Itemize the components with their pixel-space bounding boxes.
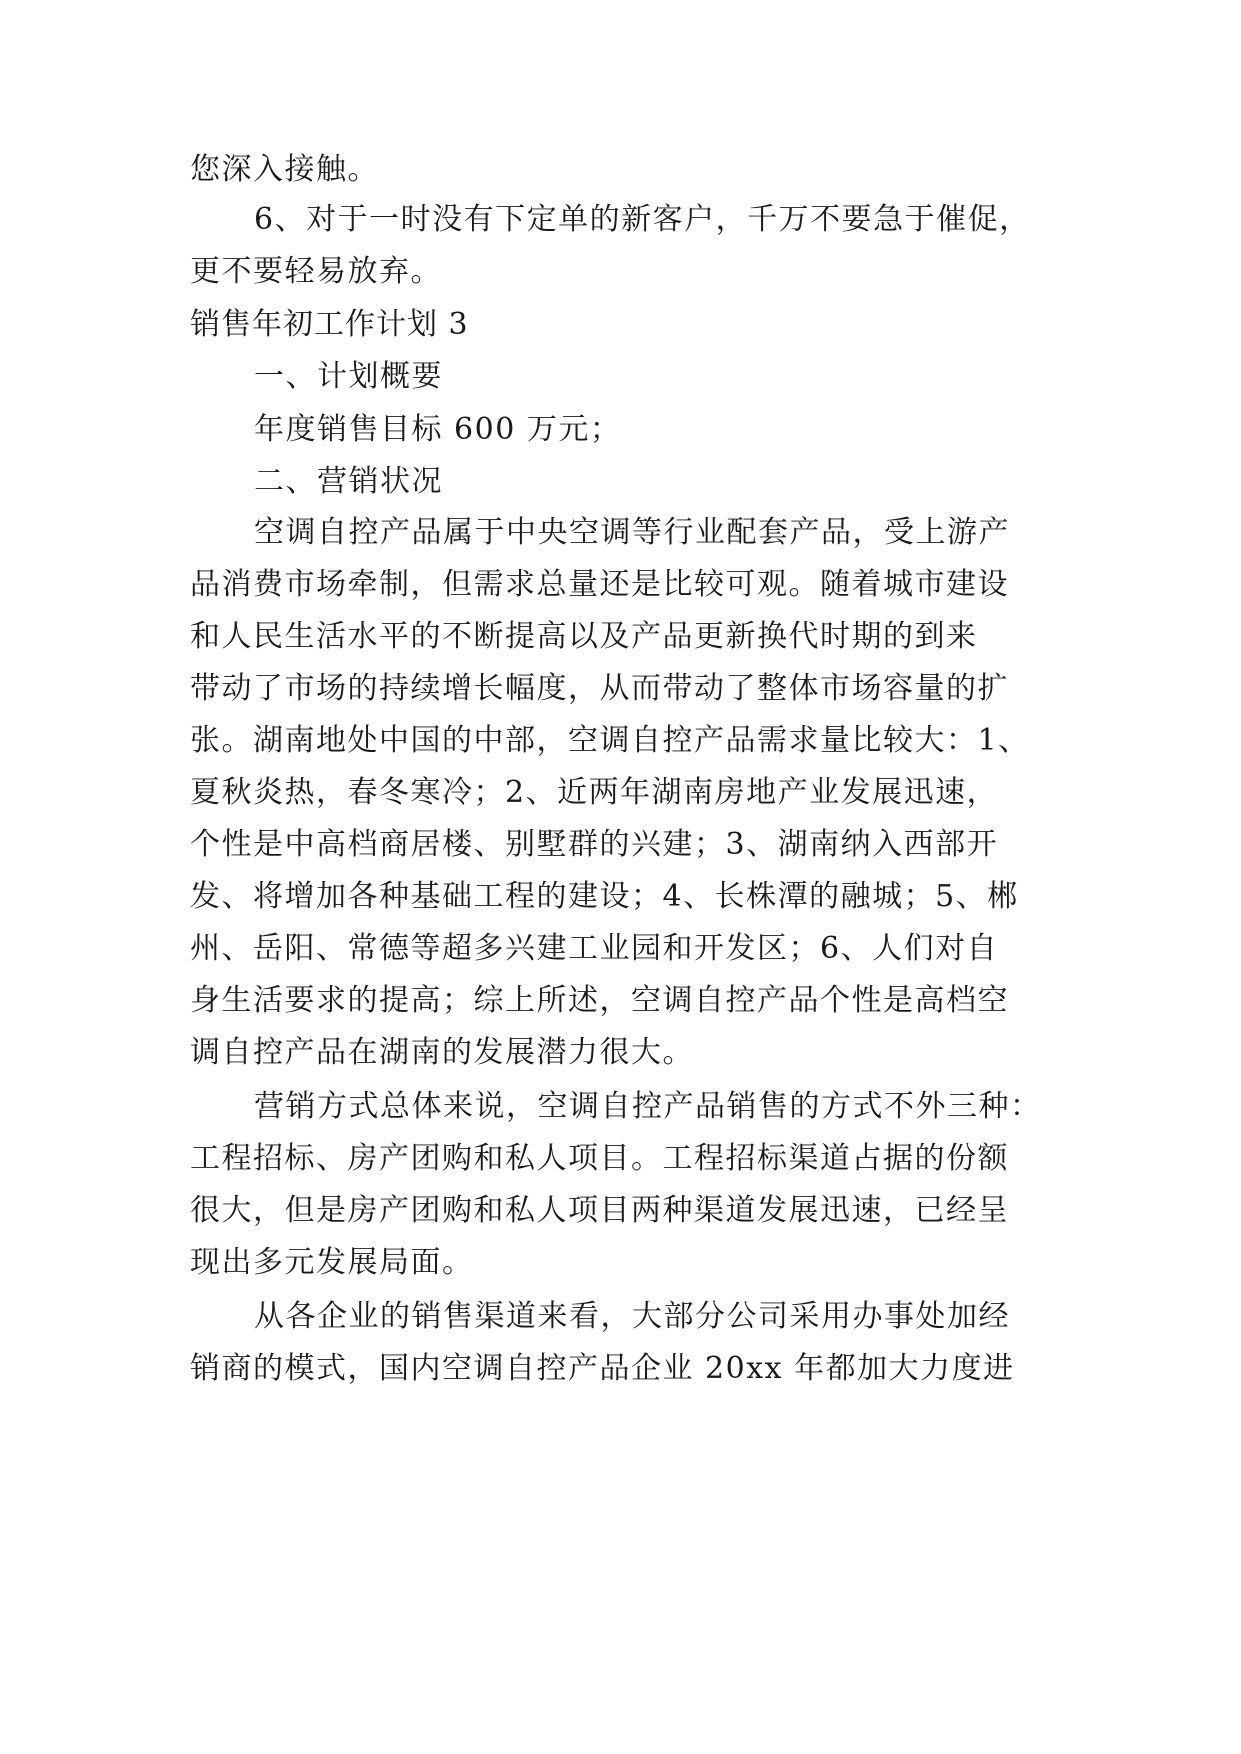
- subsection-heading: 一、计划概要: [254, 359, 443, 394]
- paragraph-line: 发、将增加各种基础工程的建设；4、长株潭的融城；5、郴: [190, 879, 1019, 914]
- paragraph-line: 空调自控产品属于中央空调等行业配套产品，受上游产: [254, 515, 1010, 550]
- paragraph-line: 从各企业的销售渠道来看，大部分公司采用办事处加经: [254, 1299, 1010, 1334]
- paragraph-line: 和人民生活水平的不断提高以及产品更新换代时期的到来: [190, 619, 978, 654]
- paragraph-line: 6、对于一时没有下定单的新客户，千万不要急于催促，: [254, 202, 1031, 237]
- paragraph-line: 年度销售目标 600 万元；: [254, 412, 622, 447]
- paragraph-line: 夏秋炎热，春冬寒冷；2、近两年湖南房地产业发展迅速，: [190, 775, 999, 810]
- paragraph-line: 张。湖南地处中国的中部，空调自控产品需求量比较大：1、: [190, 723, 1030, 758]
- paragraph-line: 州、岳阳、常德等超多兴建工业园和开发区；6、人们对自: [190, 931, 999, 966]
- paragraph-line: 营销方式总体来说，空调自控产品销售的方式不外三种：: [254, 1089, 1042, 1124]
- subsection-heading: 二、营销状况: [254, 464, 443, 499]
- paragraph-line: 很大，但是房产团购和私人项目两种渠道发展迅速，已经呈: [190, 1193, 1009, 1228]
- paragraph-line: 您深入接触。: [190, 152, 379, 187]
- paragraph-line: 个性是中高档商居楼、别墅群的兴建；3、湖南纳入西部开: [190, 827, 999, 862]
- paragraph-line: 工程招标、房产团购和私人项目。工程招标渠道占据的份额: [190, 1141, 1009, 1176]
- paragraph-line: 调自控产品在湖南的发展潜力很大。: [190, 1035, 694, 1070]
- paragraph-line: 品消费市场牵制，但需求总量还是比较可观。随着城市建设: [190, 567, 1009, 602]
- paragraph-line: 更不要轻易放弃。: [190, 254, 442, 289]
- paragraph-line: 销商的模式，国内空调自控产品企业 20xx 年都加大力度进: [190, 1351, 1015, 1386]
- paragraph-line: 带动了市场的持续增长幅度，从而带动了整体市场容量的扩: [190, 671, 1009, 706]
- section-title: 销售年初工作计划 3: [190, 307, 469, 342]
- paragraph-line: 现出多元发展局面。: [190, 1245, 474, 1280]
- paragraph-line: 身生活要求的提高；综上所述，空调自控产品个性是高档空: [190, 983, 1009, 1018]
